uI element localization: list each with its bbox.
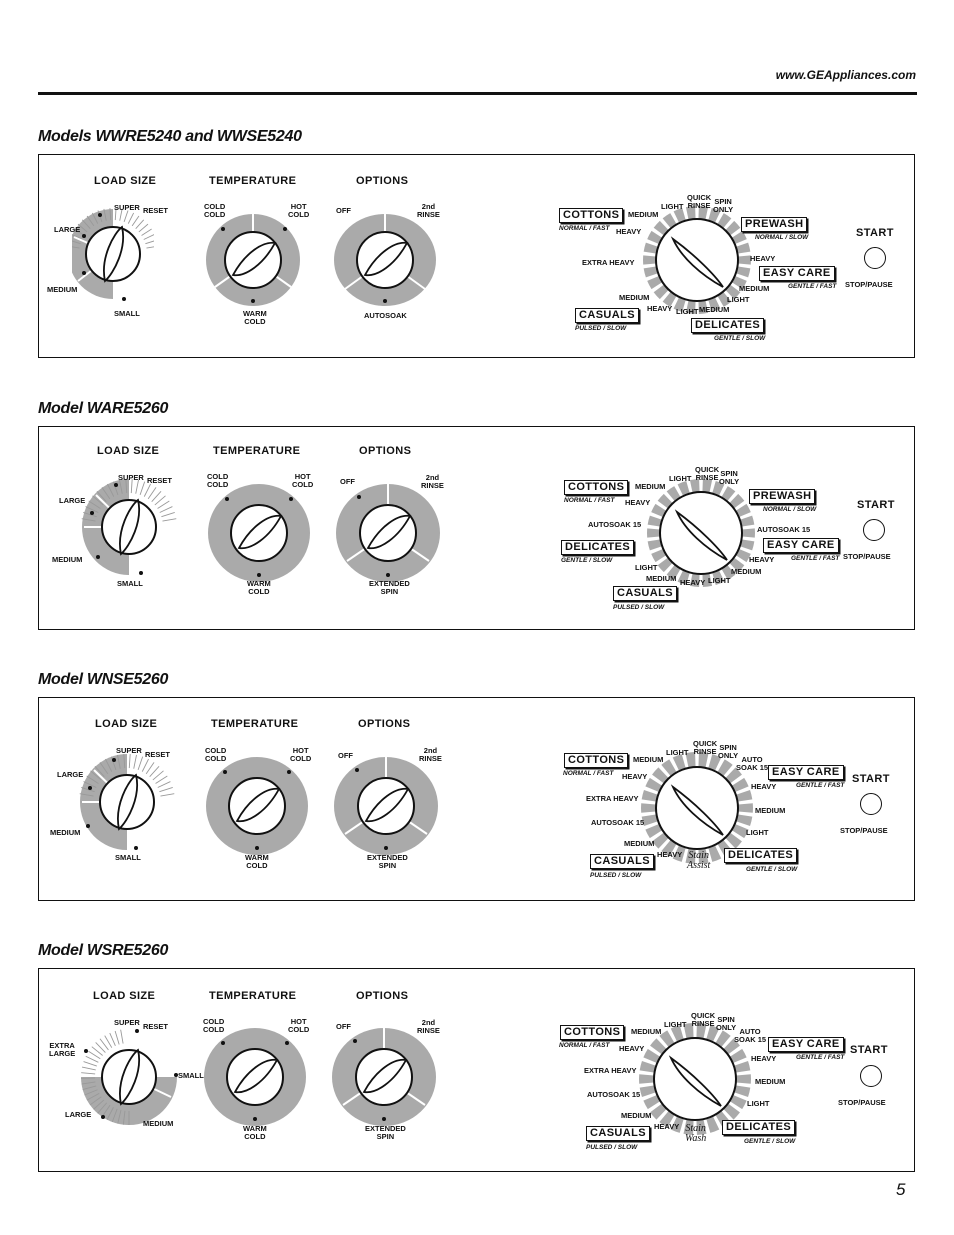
options-label: OPTIONS (359, 445, 412, 457)
extra-large-label: EXTRA LARGE (49, 1041, 76, 1058)
temperature-label: TEMPERATURE (213, 445, 301, 457)
spin-only-label: SPIN ONLY (716, 1015, 737, 1032)
extended-spin-label: EXTENDED SPIN (367, 853, 408, 870)
delicates-light-label: LIGHT (635, 563, 658, 572)
start-label: START (857, 499, 895, 511)
small-label: SMALL (117, 579, 143, 588)
hot-cold-label: HOT COLD (288, 202, 310, 219)
normal-fast-label: NORMAL / FAST (559, 225, 610, 232)
easy-care-gentle-fast-label: GENTLE / FAST (791, 555, 840, 562)
cottons-heavy-label: HEAVY (616, 227, 642, 236)
cottons-medium-label: MEDIUM (628, 210, 659, 219)
delicates-cycle-label: DELICATES (722, 1120, 795, 1135)
easy-care-heavy-label: HEAVY (751, 1054, 777, 1063)
easy-care-cycle-label: EASY CARE (759, 266, 835, 281)
casuals-heavy-label: HEAVY (680, 578, 706, 587)
cottons-cycle-label: COTTONS (559, 208, 623, 223)
options-label: OPTIONS (356, 990, 409, 1002)
warm-cold-label: WARM COLD (245, 853, 269, 870)
easy-care-cycle-label: EASY CARE (768, 765, 844, 780)
casuals-pulsed-slow-label: PULSED / SLOW (575, 325, 627, 332)
load-size-label: LOAD SIZE (93, 990, 156, 1002)
large-label: LARGE (54, 225, 81, 234)
quick-rinse-label: QUICK RINSE (695, 465, 720, 482)
off-label: OFF (338, 751, 353, 760)
extra-heavy-label: EXTRA HEAVY (586, 794, 639, 803)
temperature-knob[interactable] (203, 1027, 307, 1127)
casuals-heavy-label: HEAVY (654, 1122, 680, 1131)
warm-cold-label: WARM COLD (243, 309, 267, 326)
load-size-knob[interactable] (72, 203, 154, 313)
casuals-light-label: LIGHT (708, 576, 731, 585)
reset-label: RESET (143, 1022, 169, 1031)
start-button[interactable] (860, 793, 882, 815)
easy-care-heavy-label: HEAVY (751, 782, 777, 791)
temperature-knob[interactable] (205, 213, 301, 307)
cottons-medium-label: MEDIUM (631, 1027, 662, 1036)
normal-fast-label: NORMAL / FAST (564, 497, 615, 504)
stain-assist-label: Stain Assist (687, 850, 711, 871)
quick-rinse-label: QUICK RINSE (693, 739, 718, 756)
small-label: SMALL (178, 1071, 204, 1080)
off-label: OFF (336, 206, 351, 215)
cottons-cycle-label: COTTONS (564, 480, 628, 495)
options-label: OPTIONS (356, 175, 409, 187)
cottons-cycle-label: COTTONS (560, 1025, 624, 1040)
casuals-pulsed-slow-label: PULSED / SLOW (586, 1144, 638, 1151)
medium-label: MEDIUM (50, 828, 81, 837)
temperature-label: TEMPERATURE (209, 990, 297, 1002)
cottons-light-label: LIGHT (664, 1020, 687, 1029)
delicates-gentle-slow-label: GENTLE / SLOW (746, 866, 798, 873)
temperature-label: TEMPERATURE (209, 175, 297, 187)
cottons-light-label: LIGHT (661, 202, 684, 211)
cottons-light-label: LIGHT (669, 474, 692, 483)
autosoak-15-label: AUTOSOAK 15 (587, 1090, 641, 1099)
delicates-medium-label: MEDIUM (699, 305, 730, 314)
casuals-pulsed-slow-label: PULSED / SLOW (613, 604, 665, 611)
prewash-normal-slow-label: NORMAL / SLOW (755, 234, 809, 241)
cottons-heavy-label: HEAVY (619, 1044, 645, 1053)
cottons-medium-label: MEDIUM (633, 755, 664, 764)
casuals-heavy-label: HEAVY (657, 850, 683, 859)
easy-care-gentle-fast-label: GENTLE / FAST (796, 782, 845, 789)
stop-pause-label: STOP/PAUSE (845, 280, 893, 289)
easy-care-medium-label: MEDIUM (739, 284, 770, 293)
prewash-cycle-label: PREWASH (749, 489, 815, 504)
load-size-knob[interactable] (74, 748, 180, 858)
easy-care-cycle-label: EASY CARE (763, 538, 839, 553)
easy-care-medium-label: MEDIUM (755, 806, 786, 815)
options-label: OPTIONS (358, 718, 411, 730)
easy-care-cycle-label: EASY CARE (768, 1037, 844, 1052)
small-label: SMALL (114, 309, 140, 318)
easy-care-heavy-label: HEAVY (750, 254, 776, 263)
delicates-light-label: LIGHT (676, 307, 699, 316)
extra-heavy-label: EXTRA HEAVY (584, 1066, 637, 1075)
second-rinse-label: 2nd RINSE (421, 473, 444, 490)
section-title-1: Models WWRE5240 and WWSE5240 (38, 128, 302, 145)
cottons-heavy-label: HEAVY (625, 498, 651, 507)
easy-care-light-label: LIGHT (747, 1099, 770, 1108)
options-knob[interactable] (333, 213, 437, 307)
delicates-cycle-label: DELICATES (691, 318, 764, 333)
load-size-label: LOAD SIZE (95, 718, 158, 730)
cold-cold-label: COLD COLD (205, 746, 227, 763)
autosoak-15-right-label: AUTOSOAK 15 (757, 525, 811, 534)
quick-rinse-label: QUICK RINSE (691, 1011, 716, 1028)
casuals-medium-label: MEDIUM (646, 574, 677, 583)
temperature-label: TEMPERATURE (211, 718, 299, 730)
temperature-knob[interactable] (205, 756, 309, 856)
cold-cold-label: COLD COLD (203, 1017, 225, 1034)
normal-fast-label: NORMAL / FAST (563, 770, 614, 777)
cold-cold-label: COLD COLD (207, 472, 229, 489)
hot-cold-label: HOT COLD (292, 472, 314, 489)
easy-care-gentle-fast-label: GENTLE / FAST (788, 283, 837, 290)
small-label: SMALL (115, 853, 141, 862)
large-label: LARGE (57, 770, 84, 779)
section-title-4: Model WSRE5260 (38, 942, 169, 959)
load-size-knob[interactable] (79, 1027, 179, 1127)
cottons-heavy-label: HEAVY (622, 772, 648, 781)
hot-cold-label: HOT COLD (290, 746, 312, 763)
start-button[interactable] (863, 519, 885, 541)
casuals-heavy-label: HEAVY (647, 304, 673, 313)
autosoak-15-label: AUTOSOAK 15 (591, 818, 645, 827)
delicates-gentle-slow-label: GENTLE / SLOW (744, 1138, 796, 1145)
options-knob[interactable] (331, 1027, 437, 1127)
stop-pause-label: STOP/PAUSE (838, 1098, 886, 1107)
reset-label: RESET (143, 206, 169, 215)
delicates-gentle-slow-label: GENTLE / SLOW (714, 335, 766, 342)
start-label: START (850, 1044, 888, 1056)
stain-wash-label: Stain Wash (685, 1123, 707, 1144)
second-rinse-label: 2nd RINSE (417, 202, 440, 219)
casuals-pulsed-slow-label: PULSED / SLOW (590, 872, 642, 879)
start-label: START (856, 227, 894, 239)
temperature-knob[interactable] (207, 483, 311, 583)
stop-pause-label: STOP/PAUSE (840, 826, 888, 835)
easy-care-heavy-label: HEAVY (749, 555, 775, 564)
easy-care-gentle-fast-label: GENTLE / FAST (796, 1054, 845, 1061)
website-url: www.GEAppliances.com (775, 68, 916, 82)
casuals-cycle-label: CASUALS (613, 586, 677, 601)
autosoak-15-left-label: AUTOSOAK 15 (588, 520, 642, 529)
normal-fast-label: NORMAL / FAST (559, 1042, 610, 1049)
spin-only-label: SPIN ONLY (719, 469, 740, 486)
load-size-knob[interactable] (76, 473, 182, 583)
easy-care-light-label: LIGHT (727, 295, 750, 304)
spin-only-label: SPIN ONLY (718, 743, 739, 760)
delicates-cycle-label: DELICATES (724, 848, 797, 863)
prewash-cycle-label: PREWASH (741, 217, 807, 232)
off-label: OFF (336, 1022, 351, 1031)
super-label: SUPER (114, 1018, 140, 1027)
casuals-medium-label: MEDIUM (624, 839, 655, 848)
stop-pause-label: STOP/PAUSE (843, 552, 891, 561)
casuals-medium-label: MEDIUM (619, 293, 650, 302)
easy-care-medium-label: MEDIUM (731, 567, 762, 576)
control-panel-3 (38, 697, 915, 901)
delicates-gentle-slow-label: GENTLE / SLOW (561, 557, 613, 564)
cold-cold-label: COLD COLD (204, 202, 226, 219)
cottons-light-label: LIGHT (666, 748, 689, 757)
casuals-cycle-label: CASUALS (575, 308, 639, 323)
autosoak-label: AUTOSOAK (364, 311, 407, 320)
spin-only-label: SPIN ONLY (713, 197, 734, 214)
cottons-medium-label: MEDIUM (635, 482, 666, 491)
start-label: START (852, 773, 890, 785)
quick-rinse-label: QUICK RINSE (687, 193, 712, 210)
reset-label: RESET (147, 476, 173, 485)
warm-cold-label: WARM COLD (247, 579, 271, 596)
control-panel-2 (38, 426, 915, 630)
second-rinse-label: 2nd RINSE (419, 746, 442, 763)
control-panel-4 (38, 968, 915, 1172)
super-label: SUPER (116, 746, 142, 755)
delicates-cycle-label: DELICATES (561, 540, 634, 555)
header-rule (38, 92, 917, 95)
prewash-normal-slow-label: NORMAL / SLOW (763, 506, 817, 513)
start-button[interactable] (860, 1065, 882, 1087)
large-label: LARGE (65, 1110, 92, 1119)
auto-soak-15-label: AUTO SOAK 15 (736, 755, 769, 772)
options-knob[interactable] (333, 756, 439, 856)
hot-cold-label: HOT COLD (288, 1017, 310, 1034)
options-knob[interactable] (335, 483, 441, 583)
second-rinse-label: 2nd RINSE (417, 1018, 440, 1035)
control-panel-1 (38, 154, 915, 358)
medium-label: MEDIUM (52, 555, 83, 564)
section-title-2: Model WARE5260 (38, 400, 169, 417)
easy-care-light-label: LIGHT (746, 828, 769, 837)
section-title-3: Model WNSE5260 (38, 671, 169, 688)
medium-label: MEDIUM (143, 1119, 174, 1128)
extended-spin-label: EXTENDED SPIN (365, 1124, 406, 1141)
medium-label: MEDIUM (47, 285, 78, 294)
extended-spin-label: EXTENDED SPIN (369, 579, 410, 596)
load-size-label: LOAD SIZE (94, 175, 157, 187)
cottons-cycle-label: COTTONS (564, 753, 628, 768)
warm-cold-label: WARM COLD (243, 1124, 267, 1141)
page-number: 5 (896, 1180, 906, 1199)
easy-care-medium-label: MEDIUM (755, 1077, 786, 1086)
casuals-cycle-label: CASUALS (590, 854, 654, 869)
large-label: LARGE (59, 496, 86, 505)
super-label: SUPER (114, 203, 140, 212)
load-size-label: LOAD SIZE (97, 445, 160, 457)
extra-heavy-label: EXTRA HEAVY (582, 258, 635, 267)
casuals-cycle-label: CASUALS (586, 1126, 650, 1141)
casuals-medium-label: MEDIUM (621, 1111, 652, 1120)
super-label: SUPER (118, 473, 144, 482)
auto-soak-15-label: AUTO SOAK 15 (734, 1027, 767, 1044)
reset-label: RESET (145, 750, 171, 759)
start-button[interactable] (864, 247, 886, 269)
off-label: OFF (340, 477, 355, 486)
